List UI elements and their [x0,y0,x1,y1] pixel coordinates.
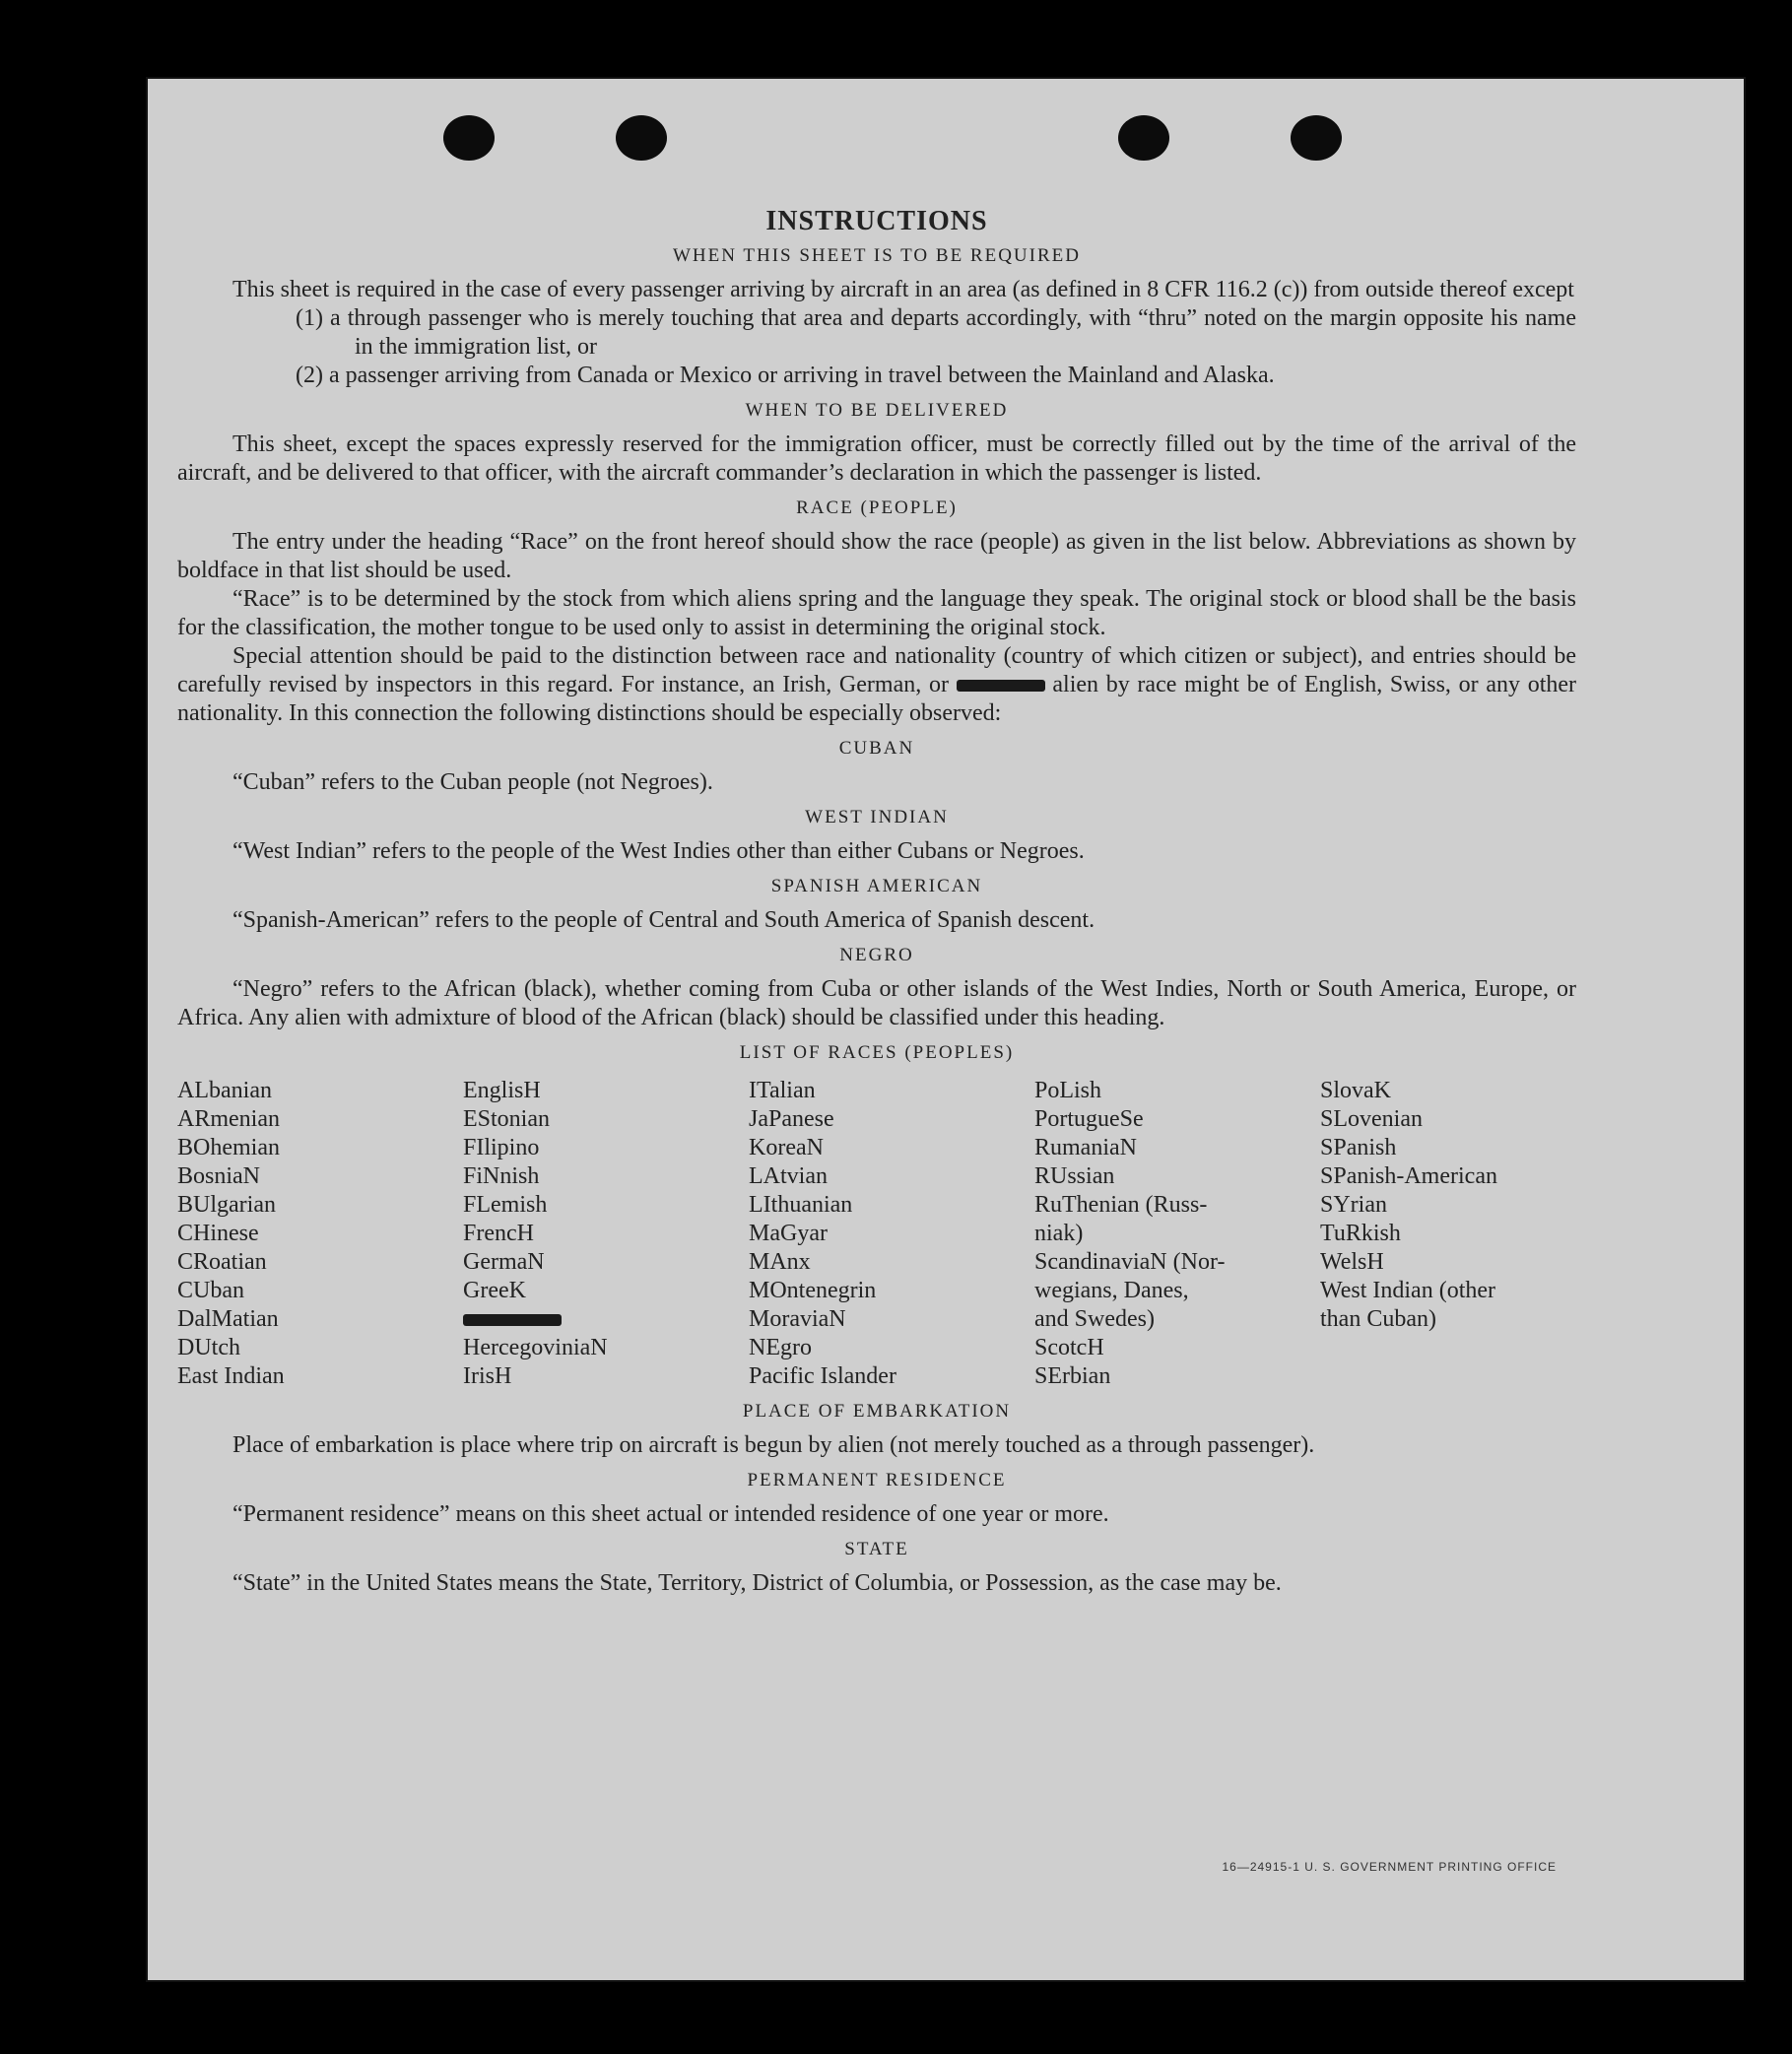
race-item: MOntenegrin [749,1278,877,1303]
race-item: RUssian [1034,1163,1115,1189]
race-item: NEgro [749,1335,812,1360]
race-item: BOhemian [177,1135,280,1160]
heading-west-indian: WEST INDIAN [805,807,949,828]
punch-hole [616,115,667,161]
document-sheet [148,79,1744,1980]
race-item: WelsH [1320,1249,1384,1275]
race-item: EStonian [463,1106,550,1132]
race-paragraph-2: “Race” is to be determined by the stock from which aliens spring and the language they speak. The original stock or blood shall be the basis for the classification, the mother tongue to be used only to assist in determining the original stock. [177,586,1576,640]
races-column-5 [1320,1077,1576,1391]
race-item: RuThenian (Russ- niak) [1034,1192,1208,1246]
race-item: IrisH [463,1363,512,1389]
race-paragraph-3-part-a: Special attention should be paid to the distinction between race and nationality (country of which citizen or subject), and entries should be carefully revised by inspectors in this regard. For instance, an Irish, German, or [177,643,1576,697]
heading-permanent-residence: PERMANENT RESIDENCE [747,1470,1007,1491]
race-item: TuRkish [1320,1221,1401,1246]
heading-when-required: WHEN THIS SHEET IS TO BE REQUIRED [673,245,1081,266]
race-item: ScandinaviaN (Nor- wegians, Danes, and Swedes) [1034,1249,1226,1332]
race-paragraph-3 [177,642,1576,728]
redaction-mark [463,1314,562,1326]
race-paragraph-3-part-b: alien by race might be of English, Swiss, or any other nationality. In this connection the following distinctions should be especially observed: [177,672,1577,726]
punch-hole [1118,115,1169,161]
when-required-intro: This sheet is required in the case of every passenger arriving by aircraft in an area (as defined in 8 CFR 116.2 (c)) from outside thereof except [232,277,1574,302]
heading-spanish-american: SPANISH AMERICAN [770,876,983,896]
race-item: East Indian [177,1363,285,1389]
race-item: MaGyar [749,1221,828,1246]
races-column-1 [177,1077,463,1391]
race-item: West Indian (other than Cuban) [1320,1278,1496,1332]
race-item: RumaniaN [1034,1135,1137,1160]
races-column-4 [1034,1077,1320,1391]
race-item: SPanish-American [1320,1163,1497,1189]
race-item: ITalian [749,1078,816,1103]
heading-race: RACE (PEOPLE) [796,497,958,518]
race-item: MoraviaN [749,1306,846,1332]
printer-imprint: 16—24915-1 U. S. GOVERNMENT PRINTING OFFICE [1222,1860,1557,1874]
race-item: SPanish [1320,1135,1397,1160]
race-paragraph-1: The entry under the heading “Race” on the front hereof should show the race (people) as given in the list below. Abbreviations as shown by boldface in that list should be used. [177,529,1576,583]
heading-embarkation: PLACE OF EMBARKATION [742,1401,1012,1422]
heading-negro: NEGRO [839,945,914,965]
race-item: ScotcH [1034,1335,1104,1360]
state-text: “State” in the United States means the State, Territory, District of Columbia, or Possession, as the case may be. [232,1570,1282,1596]
race-item: ARmenian [177,1106,280,1132]
race-item: Pacific Islander [749,1363,896,1389]
race-item: GreeK [463,1278,526,1303]
race-item: SErbian [1034,1363,1111,1389]
race-item: FiNnish [463,1163,540,1189]
race-item: PoLish [1034,1078,1102,1103]
heading-cuban: CUBAN [838,738,915,759]
race-item: DalMatian [177,1306,279,1332]
race-item: SYrian [1320,1192,1387,1218]
redaction-mark [957,680,1045,692]
race-item: CHinese [177,1221,259,1246]
race-item: KoreaN [749,1135,824,1160]
race-item: GermaN [463,1249,545,1275]
race-item: LIthuanian [749,1192,853,1218]
race-item: BUlgarian [177,1192,276,1218]
race-item: MAnx [749,1249,811,1275]
race-item: PortugueSe [1034,1106,1144,1132]
races-list [177,1077,1576,1391]
race-item: SlovaK [1320,1078,1391,1103]
races-column-2 [463,1077,749,1391]
when-required-item-2: (2) a passenger arriving from Canada or Mexico or arriving in travel between the Mainland and Alaska. [296,363,1275,388]
heading-state: STATE [844,1539,909,1559]
negro-text: “Negro” refers to the African (black), whether coming from Cuba or other islands of the West Indies, North or South America, Europe, or Africa. Any alien with admixture of blood of the African (black) should be classified under this heading. [177,976,1576,1030]
race-item: ALbanian [177,1078,272,1103]
heading-list-of-races: LIST OF RACES (PEOPLES) [739,1042,1015,1063]
race-item: CRoatian [177,1249,267,1275]
when-required-item-1: (1) a through passenger who is merely touching that area and departs accordingly, with “thru” noted on the margin opposite his name in the immigration list, or [296,305,1576,360]
race-item: DUtch [177,1335,240,1360]
spanish-american-text: “Spanish-American” refers to the people of Central and South America of Spanish descent. [232,907,1095,933]
residence-text: “Permanent residence” means on this sheet actual or intended residence of one year or more. [232,1501,1109,1527]
race-item: JaPanese [749,1106,834,1132]
west-indian-text: “West Indian” refers to the people of the West Indies other than either Cubans or Negroes. [232,838,1085,864]
race-item: EnglisH [463,1078,541,1103]
race-item-redacted [463,1305,749,1334]
cuban-text: “Cuban” refers to the Cuban people (not Negroes). [232,769,713,795]
embarkation-text: Place of embarkation is place where trip on aircraft is begun by alien (not merely touched as a through passenger). [232,1432,1315,1458]
race-item: FLemish [463,1192,548,1218]
race-item: BosniaN [177,1163,260,1189]
race-item: SLovenian [1320,1106,1423,1132]
race-item: LAtvian [749,1163,828,1189]
race-item: FIlipino [463,1135,540,1160]
page-title: INSTRUCTIONS [765,206,988,236]
when-delivered-text: This sheet, except the spaces expressly reserved for the immigration officer, must be correctly filled out by the time of the arrival of the aircraft, and be delivered to that officer, with the aircraft commander’s declaration in which the passenger is listed. [177,431,1576,486]
race-item: FrencH [463,1221,534,1246]
heading-when-delivered: WHEN TO BE DELIVERED [745,400,1009,421]
race-item: HercegoviniaN [463,1335,608,1360]
punch-hole [443,115,495,161]
race-item: CUban [177,1278,244,1303]
races-column-3 [749,1077,1034,1391]
punch-hole [1291,115,1342,161]
instructions-body [177,207,1576,1598]
